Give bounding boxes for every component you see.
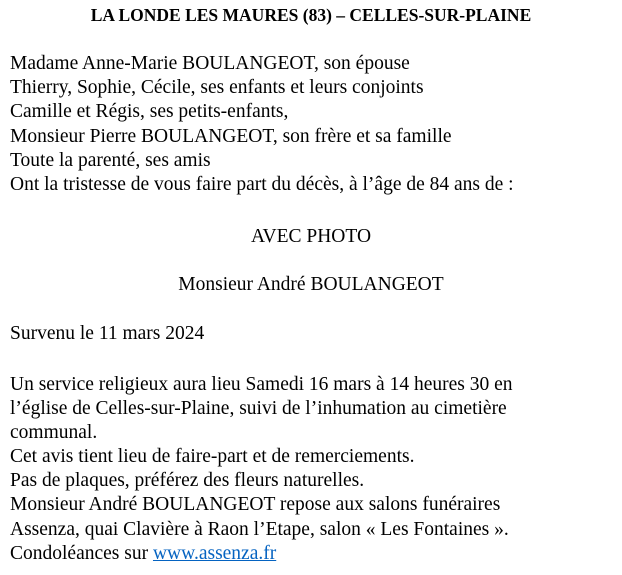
family-line-4: Monsieur Pierre BOULANGEOT, son frère et sa famille [10, 126, 452, 147]
family-line-6: Ont la tristesse de vous faire part du décès, à l’âge de 84 ans de : [10, 174, 514, 195]
death-date: Survenu le 11 mars 2024 [10, 323, 205, 344]
details-line-5: Pas de plaques, préférez des fleurs naturelles. [10, 470, 365, 491]
condolences-link[interactable]: www.assenza.fr [152, 543, 277, 564]
details-line-1: Un service religieux aura lieu Samedi 16 mars à 14 heures 30 en [10, 374, 513, 395]
details-line-7: Assenza, quai Clavière à Raon l’Etape, salon « Les Fontaines ». [10, 519, 509, 540]
condolences-line [10, 542, 276, 566]
photo-note: AVEC PHOTO [250, 226, 372, 247]
details-line-2: l’église de Celles-sur-Plaine, suivi de l’inhumation au cimetière [10, 398, 507, 419]
family-line-3: Camille et Régis, ses petits-enfants, [10, 101, 289, 122]
details-line-6: Monsieur André BOULANGEOT repose aux salons funéraires [10, 494, 501, 515]
family-line-1: Madame Anne-Marie BOULANGEOT, son épouse [10, 53, 410, 74]
details-line-3: communal. [10, 422, 98, 443]
deceased-name: Monsieur André BOULANGEOT [178, 274, 444, 295]
family-line-2: Thierry, Sophie, Cécile, ses enfants et leurs conjoints [10, 77, 424, 98]
condolences-prefix: Condoléances sur [10, 543, 153, 564]
details-line-4: Cet avis tient lieu de faire-part et de remerciements. [10, 446, 415, 467]
family-line-5: Toute la parenté, ses amis [10, 150, 211, 171]
notice-title: LA LONDE LES MAURES (83) – CELLES-SUR-PLAINE [90, 5, 532, 25]
